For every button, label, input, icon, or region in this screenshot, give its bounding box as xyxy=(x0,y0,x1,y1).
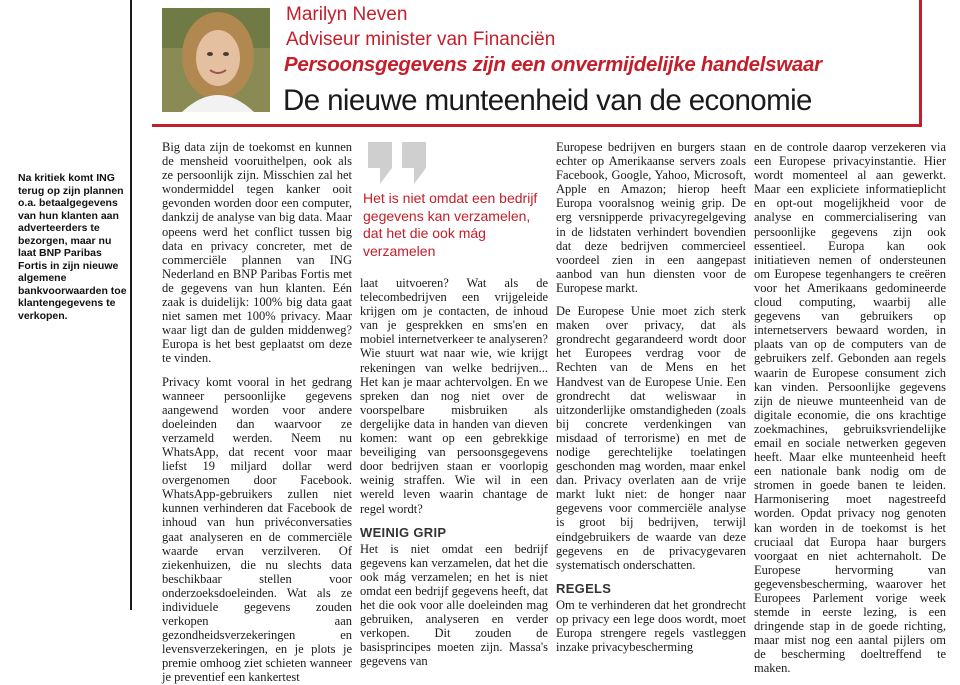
paragraph: Big data zijn de toekomst en kunnen de mensheid vooruithelpen, ook als ze persoonlijk zijn. Misschien zal het wondermiddel tegen kanker ooit gevonden worden door een computer, dankzij de analyse van big data. Maar opeens werd het conflict tussen big data en privacy concreter, met de commerciële plannen van ING Nederland en BNP Paribas Fortis met de gegevens van hun klanten. Eén zaak is duidelijk: 100% big data gaat niet samen met 100% privacy. Maar waar ligt dan de gulden middenweg? Europa is het best geplaatst om deze te vinden. xyxy=(162,140,352,366)
paragraph: Europese bedrijven en burgers staan echter op Amerikaanse servers zoals Facebook, Google, Yahoo, Microsoft, Apple en Amazon; hierop heeft Europa vooralsnog weinig grip. De erg versnipperde privacyregelgeving in de lidstaten verhindert bovendien dat deze bedrijven commercieel voordeel zien in een aangepast aanbod van hun diensten voor de Europese markt. xyxy=(556,140,746,295)
author-photo xyxy=(162,8,270,112)
paragraph: Privacy komt vooral in het gedrang wanneer persoonlijke gegevens aangewend worden voor andere doeleinden dan waarvoor ze verzameld werden. Neem nu WhatsApp, dat recent voor maar liefst 19 miljard dollar werd overgenomen door Facebook. WhatsApp-gebruikers zullen niet kunnen verhinderen dat Facebook de inhoud van hun privéconversaties gaat analyseren en de commerciële waarde ervan verzilveren. Of ziekenhuizen, die nu slechts data beschikbaar stellen voor onderzoeksdoeleinden. Wat als ze individuele gegevens zouden verkopen aan gezondheidsverzekeringen en levensverzekeringen, en je plots je premie omhoog ziet schieten wanneer je preventief een kankertest xyxy=(162,374,352,685)
paragraph: Het is niet omdat een bedrijf gegevens kan verzamelen, dat het die ook mág verzamelen; en het is niet omdat een bedrijf gegevens heeft, dat het die ook voor alle doeleinden mag gebruiken, analyseren en verder verkopen. Dit zouden de basisprincipes moeten zijn. Massa's gegevens van xyxy=(360,541,548,669)
article-column-2 xyxy=(360,276,548,669)
article-subhead: Persoonsgegevens zijn een onvermijdelijke handelswaar xyxy=(284,53,822,76)
paragraph: De Europese Unie moet zich sterk maken over privacy, dat als grondrecht gegarandeerd wordt door het Europees verdrag voor de Rechten van de Mens en het Handvest van de Europese Unie. Een grondrecht dat weliswaar in uitzonderlijke omstandigheden (zoals bij concrete verdenkingen van misdaad of terrorisme) en met de nodige gerechtelijke toelatingen geschonden mag worden, maar enkel dan. Privacy overlaten aan de vrije markt lukt niet: de honger naar gegevens voor commerciële analyse is groot bij bedrijven, terwijl eindgebruikers de waarde van deze gegevens en de privacygevaren systematisch onderschatten. xyxy=(556,304,746,572)
article-column-4 xyxy=(754,140,946,676)
paragraph: en de controle daarop verzekeren via een Europese privacyinstantie. Hier wordt momenteel al aan gewerkt. Maar een expliciete informatieplicht en opt-out mogelijkheid voor de analyse en commercialisering van persoonlijke gegevens zijn ook essentieel. Europa kan ook initiatieven nemen of ondersteunen om Europese tegenhangers te creëren voor het Amerikaans gedomineerde cloud computing, waarbij alle gegevens van gebruikers op internetservers bewaard worden, in plaats van op de computers van de gebruikers zelf. Gebonden aan regels waarin de Europese consument zich kan vinden. Persoonlijke gegevens zijn de nieuwe munteenheid van de digitale economie, die ons krachtige zoekmachines, gebruiksvriendelijke email en sociale netwerken gegeven heeft. Maar elke munteenheid heeft een nationale bank nodig om de stromen in goede banen te leiden. Harmonisering moet nagestreefd worden. Opdat privacy nog genoten kan worden in de toekomst is het cruciaal dat Europa haar burgers voorgaat en niet achternaholt. De Europese hervorming van gegevensbescherming, waarover het Europees Parlement vorige week stemde in eerste lezing, is een dringende stap in de goede richting, maar mist nog een aantal pijlers om de bescherming doeltreffend te maken. xyxy=(754,140,946,676)
section-heading: WEINIG GRIP xyxy=(360,524,447,540)
sidebar-divider xyxy=(130,0,132,610)
author-role: Adviseur minister van Financiën xyxy=(286,29,556,50)
article-column-3 xyxy=(556,140,746,655)
article-column-1 xyxy=(162,140,352,685)
article-headline: De nieuwe munteenheid van de economie xyxy=(283,84,812,117)
quote-marks-icon xyxy=(366,140,436,186)
pull-quote: Het is niet omdat een bedrijf gegevens kan verzamelen, dat het die ook mág verzamelen xyxy=(363,190,538,259)
section-heading: REGELS xyxy=(556,580,612,596)
sidebar-note: Na kritiek komt ING terug op zijn plannen o.a. betaalgegevens van hun klanten aan adverteerders te bezorgen, maar nu laat BNP Paribas Fortis in zijn nieuwe algemene bankvoorwaarden toe klantengegevens te verkopen. xyxy=(18,172,127,322)
author-name: Marilyn Neven xyxy=(286,4,408,25)
paragraph: Om te verhinderen dat het grondrecht op privacy een lege doos wordt, moet Europa strengere regels vastleggen inzake privacybescherming xyxy=(556,597,746,655)
paragraph: laat uitvoeren? Wat als de telecombedrijven een vrijgeleide krijgen om je contacten, de inhoud van je gesprekken en sms'en en mobiel internetverkeer te analyseren? Wie stuurt wat naar wie, wie krijgt rekeningen van welke bedrijven... Het kan je maar achtervolgen. En we spreken dan nog niet over de voorspelbare misbruiken als dergelijke data in handen van dieven komen: want op een gebrekkige beveiliging van persoonsgegevens door bedrijven staan er voorlopig weinig straffen. Wie wil in een wereld leven waarin chantage de regel wordt? xyxy=(360,276,548,516)
